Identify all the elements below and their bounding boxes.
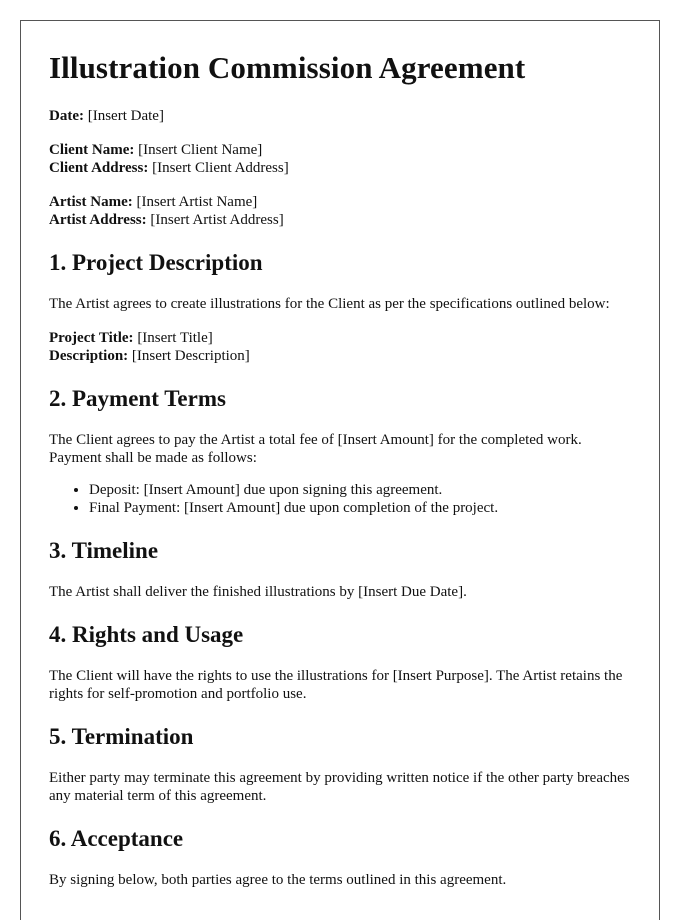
artist-info: [49, 193, 631, 229]
client-name-label: Client Name:: [49, 142, 135, 158]
termination-text: Either party may terminate this agreement by providing written notice if the other party breaches any material term of this agreement.: [49, 770, 630, 804]
project-title-value: [Insert Title]: [137, 330, 213, 346]
document-content: [21, 21, 659, 889]
project-title-label: Project Title:: [49, 330, 134, 346]
project-intro: The Artist agrees to create illustrations for the Client as per the specifications outlined below:: [49, 296, 610, 312]
artist-name-label: Artist Name:: [49, 194, 133, 210]
artist-address-label: Artist Address:: [49, 212, 147, 228]
artist-name-value: [Insert Artist Name]: [136, 194, 258, 210]
project-details: [49, 329, 631, 365]
payment-list: [49, 481, 631, 517]
document-title: Illustration Commission Agreement: [49, 50, 526, 85]
date-value: [Insert Date]: [87, 108, 164, 124]
rights-text: The Client will have the rights to use the illustrations for [Insert Purpose]. The Artist retains the rights for self-promotion and portfolio use.: [49, 668, 623, 702]
date-line: [49, 107, 631, 125]
artist-name-line: [49, 193, 631, 211]
client-name-line: [49, 141, 631, 159]
project-description-line: [49, 347, 631, 365]
project-description-value: [Insert Description]: [131, 348, 250, 364]
section-heading-payment: 2. Payment Terms: [49, 386, 226, 411]
document-page: [20, 20, 660, 920]
section-heading-rights: 4. Rights and Usage: [49, 622, 244, 647]
project-description-label: Description:: [49, 348, 129, 364]
timeline-text: The Artist shall deliver the finished illustrations by [Insert Due Date].: [49, 584, 467, 600]
acceptance-text: By signing below, both parties agree to the terms outlined in this agreement.: [49, 872, 507, 888]
payment-intro: The Client agrees to pay the Artist a total fee of [Insert Amount] for the completed work. Payment shall be made as follows:: [49, 432, 582, 466]
client-name-value: [Insert Client Name]: [138, 142, 263, 158]
payment-item-final: • Final Payment: [Insert Amount] due upon completion of the project.: [89, 499, 631, 517]
section-heading-acceptance: 6. Acceptance: [49, 826, 184, 851]
client-info: [49, 141, 631, 177]
project-title-line: [49, 329, 631, 347]
artist-address-line: [49, 211, 631, 229]
artist-address-value: [Insert Artist Address]: [150, 212, 284, 228]
client-address-value: [Insert Client Address]: [152, 160, 289, 176]
payment-item-deposit: • Deposit: [Insert Amount] due upon signing this agreement.: [89, 481, 631, 499]
section-heading-termination: 5. Termination: [49, 724, 194, 749]
client-address-line: [49, 159, 631, 177]
client-address-label: Client Address:: [49, 160, 149, 176]
date-label: Date:: [49, 108, 84, 124]
section-heading-timeline: 3. Timeline: [49, 538, 159, 563]
section-heading-project: 1. Project Description: [49, 250, 263, 275]
